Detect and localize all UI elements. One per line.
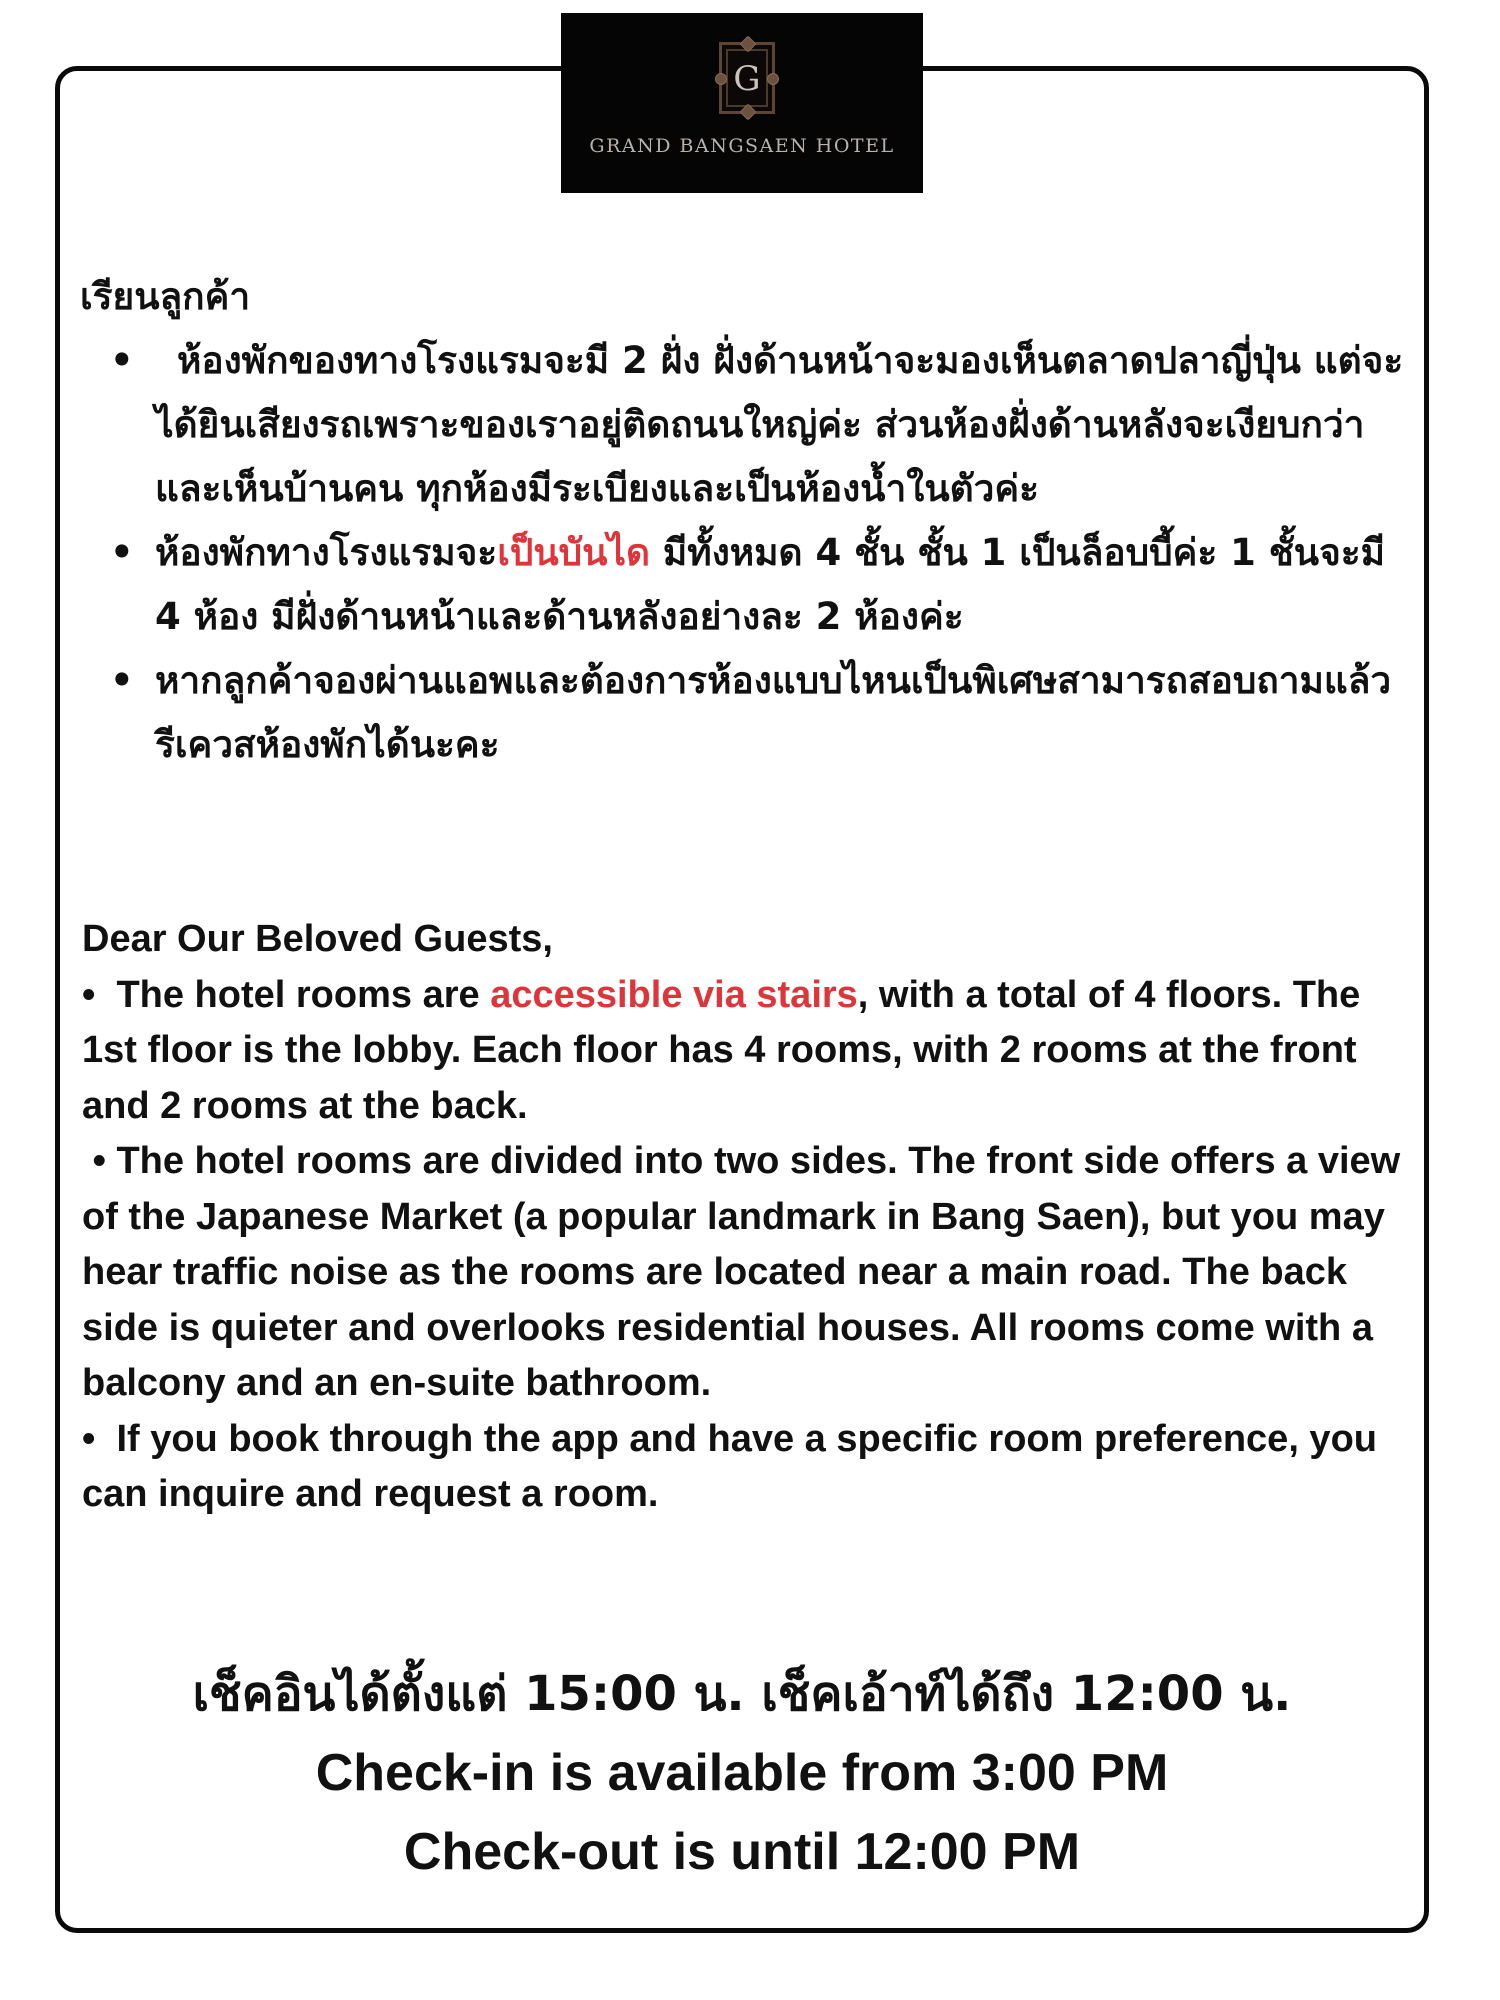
thai-notice-list [80,329,1410,777]
bullet-icon: • [110,659,134,702]
hotel-logo [561,13,923,193]
thai-item-text: หากลูกค้าจองผ่านแอพและต้องการห้องแบบไหนเป็นพิเศษสามารถสอบถามแล้วรีเควสห้องพักได้นะคะ [155,659,1392,766]
checkout-english: Check-out is until 12:00 PM [403,1823,1081,1881]
checkin-english: Check-in is available from 3:00 PM [315,1744,1169,1802]
thai-list-item [80,649,1410,777]
thai-item-text: ห้องพักของทางโรงแรมจะมี 2 ฝั่ง ฝั่งด้านหน้าจะมองเห็นตลาดปลาญี่ปุ่น แต่จะได้ยินเสียงรถเพราะของเราอยู่ติดถนนใหญ่ค่ะ ส่วนห้องฝั่งด้านหลังจะเงียบกว่าและเห็นบ้านคน ทุกห้องมีระเบียงและเป็นห้องน้ำในตัวค่ะ [155,339,1404,510]
bullet-icon: • [110,531,134,574]
stairs-highlight: accessible via stairs [490,973,858,1016]
english-notice [82,912,1412,1523]
english-list-item: • The hotel rooms are divided into two sides. The front side offers a view of the Japanese Market (a popular landmark in Bang Saen), but you may hear traffic noise as the rooms are located near a main road. The back side is quieter and overlooks residential houses. All rooms come with a balcony and an en-suite bathroom. [82,1140,1401,1404]
stairs-highlight: เป็นบันได [497,531,651,574]
thai-item-text: ห้องพักทางโรงแรมจะเป็นบันได มีทั้งหมด 4 ชั้น ชั้น 1 เป็นล็อบบี้ค่ะ 1 ชั้นจะมี 4 ห้อง มีฝั่งด้านหน้าและด้านหลังอย่างละ 2 ห้องค่ะ [155,531,1386,638]
emblem-letter: G [733,59,761,99]
thai-greeting: เรียนลูกค้า [80,275,251,318]
english-list-item: • The hotel rooms are accessible via stairs, with a total of 4 floors. The 1st floor is the lobby. Each floor has 4 rooms, with 2 rooms at the front and 2 rooms at the back. [82,973,1361,1127]
bullet-icon: • [82,1417,96,1460]
english-greeting: Dear Our Beloved Guests, [82,918,553,960]
bullet-icon: • [92,1140,106,1182]
english-list-item: • If you book through the app and have a specific room preference, you can inquire and request a room. [82,1417,1377,1515]
bullet-icon: • [82,973,96,1016]
checkin-thai: เช็คอินได้ตั้งแต่ 15:00 น. เช็คเอ้าท์ได้ถึง 12:00 น. [192,1666,1292,1722]
hotel-name: GRAND BANGSAEN HOTEL [589,135,895,157]
thai-list-item [80,521,1410,649]
bullet-icon: • [110,339,134,382]
thai-list-item [80,329,1410,521]
g-emblem-icon [719,42,775,114]
checkin-times [55,1655,1429,1892]
